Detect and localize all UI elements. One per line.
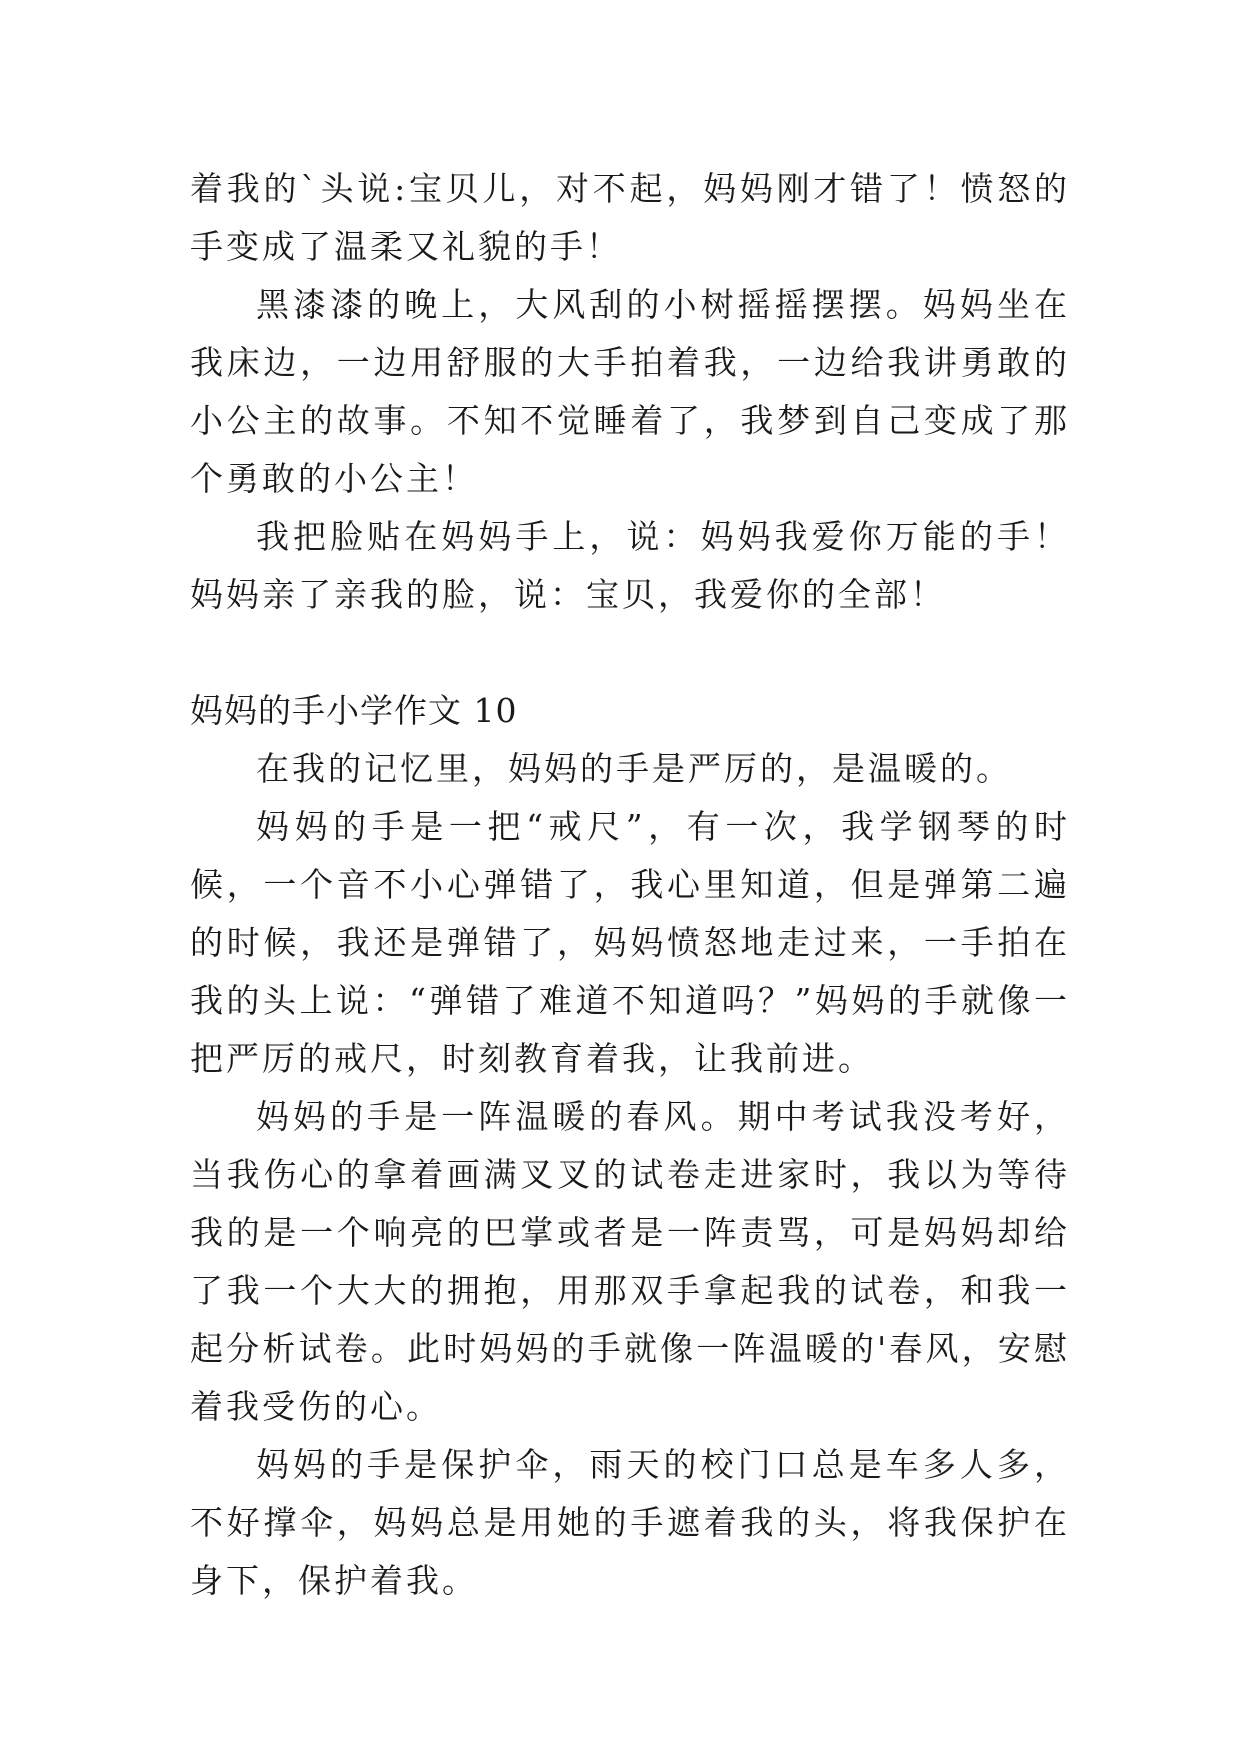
essay-body [190, 160, 1070, 1610]
paragraph-2: 黑漆漆的晚上，大风刮的小树摇摇摆摆。妈妈坐在我床边，一边用舒服的大手拍着我，一边给我讲勇敢的小公主的故事。不知不觉睡着了，我梦到自己变成了那个勇敢的小公主！ [190, 285, 1070, 498]
paragraph-5: 妈妈的手是一把“戒尺”，有一次，我学钢琴的时候，一个音不小心弹错了，我心里知道，但是弹第二遍的时候，我还是弹错了，妈妈愤怒地走过来，一手拍在我的头上说：“弹错了难道不知道吗？”妈妈的手就像一把严厉的戒尺，时刻教育着我，让我前进。 [190, 807, 1070, 1078]
paragraph-1: 着我的`头说:宝贝儿，对不起，妈妈刚才错了！愤怒的手变成了温柔又礼貌的手！ [190, 169, 1070, 266]
paragraph-7: 妈妈的手是保护伞，雨天的校门口总是车多人多，不好撑伞，妈妈总是用她的手遮着我的头，将我保护在身下，保护着我。 [190, 1445, 1070, 1600]
paragraph-3: 我把脸贴在妈妈手上，说：妈妈我爱你万能的手！妈妈亲了亲我的脸，说：宝贝，我爱你的全部！ [190, 517, 1070, 614]
paragraph-4: 在我的记忆里，妈妈的手是严厉的，是温暖的。 [256, 749, 1012, 788]
section-title: 妈妈的手小学作文 10 [190, 691, 518, 730]
section-spacer [190, 624, 1070, 682]
paragraph-6: 妈妈的手是一阵温暖的春风。期中考试我没考好，当我伤心的拿着画满叉叉的试卷走进家时，我以为等待我的是一个响亮的巴掌或者是一阵责骂，可是妈妈却给了我一个大大的拥抱，用那双手拿起我的试卷，和我一起分析试卷。此时妈妈的手就像一阵温暖的'春风，安慰着我受伤的心。 [190, 1097, 1070, 1426]
